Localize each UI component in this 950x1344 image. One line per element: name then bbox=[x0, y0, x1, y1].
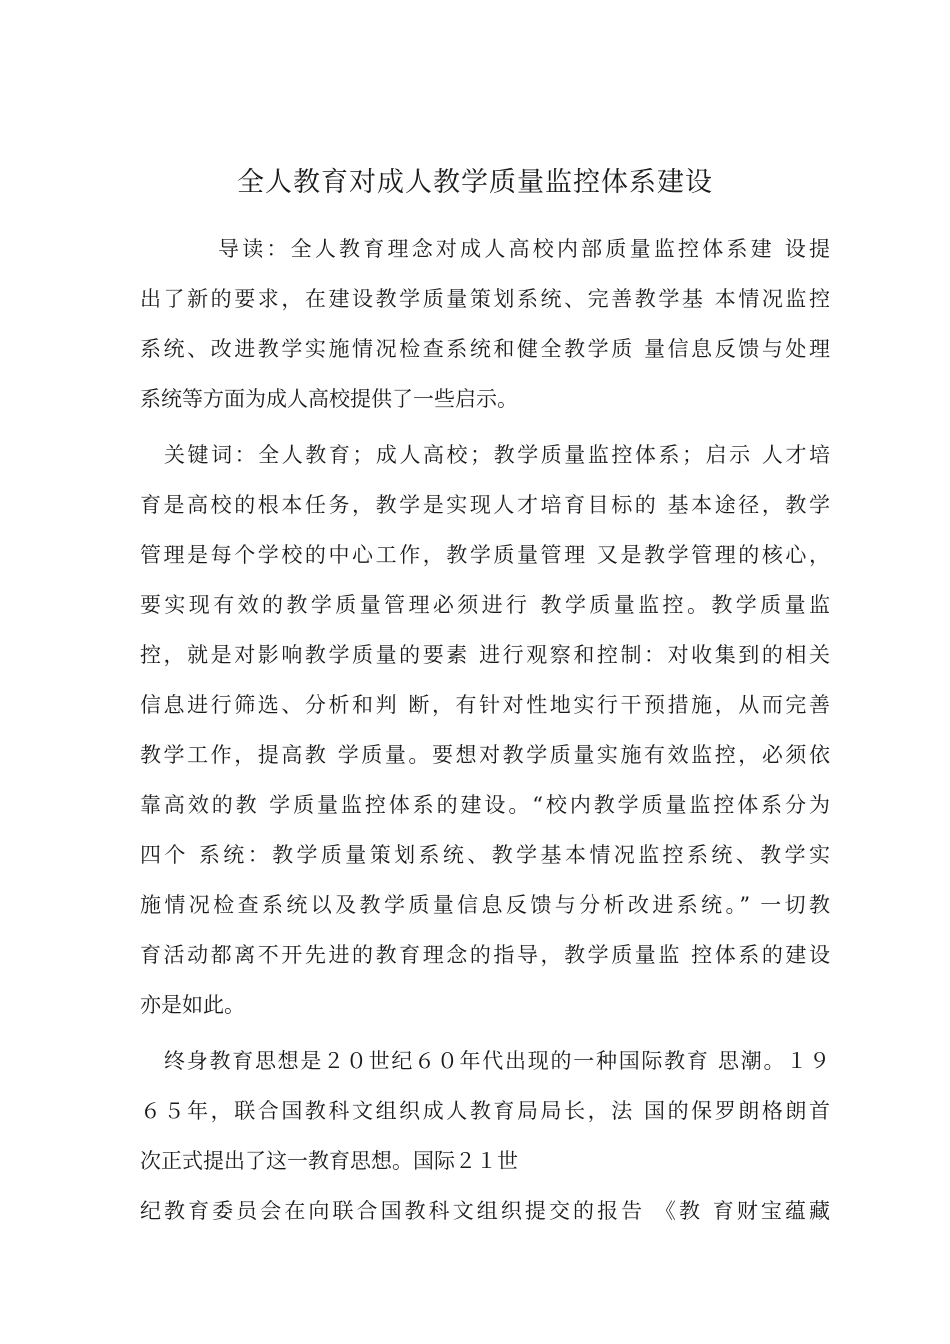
text-line: 系统等方面为成人高校提供了一些启示。 bbox=[140, 387, 518, 411]
text-line: 施情况检查系统以及教学质量信息反馈与分析改进系统。” 一切教 bbox=[140, 893, 830, 917]
text-line: 管理是每个学校的中心工作，教学质量管理 又是教学管理的核心， bbox=[140, 543, 830, 567]
text-line: 导读：全人教育理念对成人高校内部质量监控体系建 设提 bbox=[218, 237, 830, 261]
text-line: 育活动都离不开先进的教育理念的指导，教学质量监 控体系的建设 bbox=[140, 943, 830, 967]
paragraph bbox=[140, 1186, 830, 1236]
paragraph bbox=[140, 1036, 830, 1186]
text-line: 要实现有效的教学质量管理必须进行 教学质量监控。教学质量监 bbox=[140, 593, 830, 617]
text-line: ６５年，联合国教科文组织成人教育局局长，法 国的保罗朗格朗首 bbox=[140, 1099, 830, 1123]
text-line: 系统、改进教学实施情况检查系统和健全教学质 量信息反馈与处理 bbox=[140, 337, 830, 361]
text-line: 控，就是对影响教学质量的要素 进行观察和控制：对收集到的相关 bbox=[140, 643, 830, 667]
text-line: 教学工作，提高教 学质量。要想对教学质量实施有效监控，必须依 bbox=[140, 743, 830, 767]
text-line: 靠高效的教 学质量监控体系的建设。“校内教学质量监控体系分为 bbox=[140, 793, 830, 817]
text-line: 次正式提出了这一教育思想。国际２１世 bbox=[140, 1149, 518, 1173]
paragraph bbox=[140, 430, 830, 1030]
text-line: 育是高校的根本任务，教学是实现人才培育目标的 基本途径，教学 bbox=[140, 493, 830, 517]
document-body bbox=[140, 224, 830, 1236]
text-line: 信息进行筛选、分析和判 断，有针对性地实行干预措施，从而完善 bbox=[140, 693, 830, 717]
text-line: 出了新的要求，在建设教学质量策划系统、完善教学基 本情况监控 bbox=[140, 287, 830, 311]
paragraph bbox=[140, 224, 830, 424]
text-line: 纪教育委员会在向联合国教科文组织提交的报告 《教 育财宝蕴藏 bbox=[140, 1199, 830, 1223]
document-title: 全人教育对成人教学质量监控体系建设 bbox=[237, 167, 713, 198]
text-line: 终身教育思想是２０世纪６０年代出现的一种国际教育 思潮。１９ bbox=[164, 1049, 830, 1073]
text-line: 关键词：全人教育；成人高校；教学质量监控体系；启示 人才培 bbox=[164, 443, 830, 467]
text-line: 四个 系统：教学质量策划系统、教学基本情况监控系统、教学实 bbox=[140, 843, 830, 867]
text-line: 亦是如此。 bbox=[140, 993, 245, 1017]
